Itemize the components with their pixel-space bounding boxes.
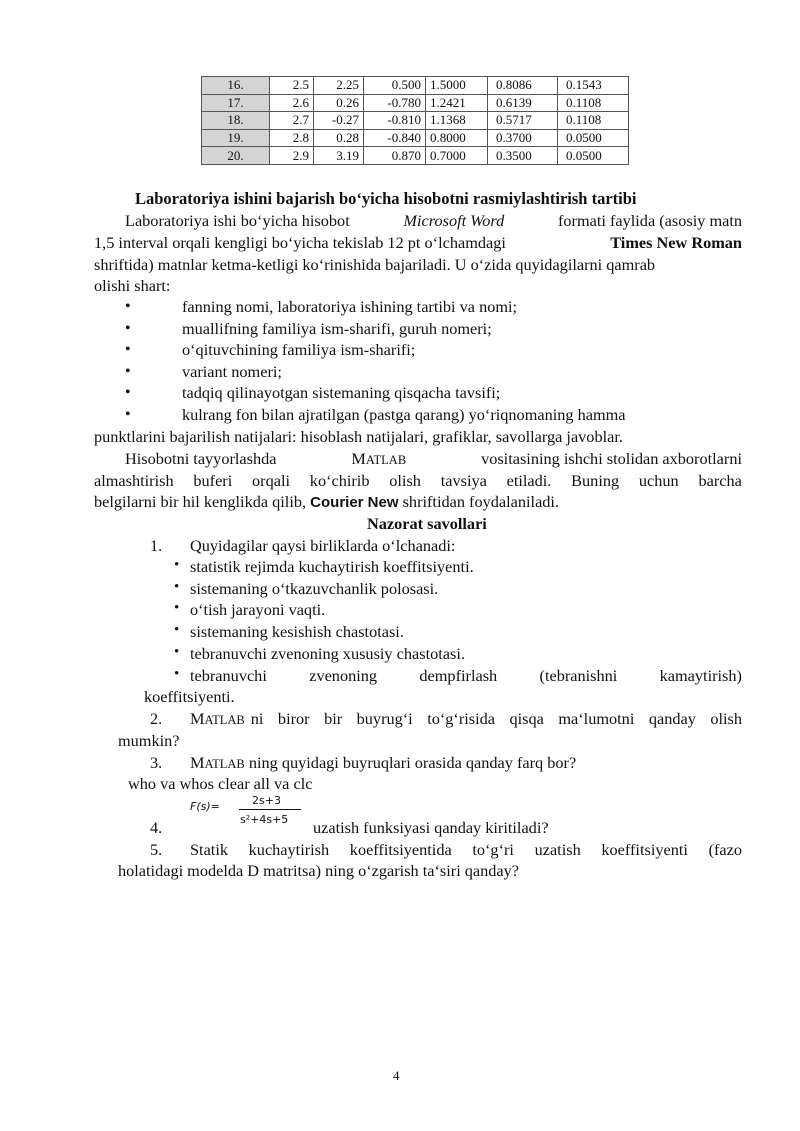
table-cell: 20.	[202, 147, 270, 165]
table-row	[202, 77, 629, 95]
word: to‘g‘risida	[427, 709, 496, 728]
table-cell: 0.0500	[558, 147, 629, 165]
list-item: kulrang fon bilan ajratilgan (pastga qarang) yo‘riqnomaning hamma	[182, 405, 626, 424]
table-cell: -0.780	[364, 94, 426, 112]
para2-line1: Hisobotni tayyorlashda MATLAB vositasining ishchi stolidan axborotlarni	[125, 449, 742, 468]
q5-line2: holatidagi modelda D matritsa) ning o‘zgarish ta‘siri qanday?	[118, 861, 520, 880]
bullet-dot: •	[125, 362, 131, 380]
table-cell: 2.25	[314, 77, 364, 95]
para1-line1: Laboratoriya ishi bo‘yicha hisobot Microsoft Word formati faylida (asosiy matn	[125, 211, 742, 230]
para1-line2: 1,5 interval orqali kengligi bo‘yicha tekislab 12 pt o‘lchamdagi Times New Roman	[94, 233, 742, 252]
word: olish	[710, 709, 742, 728]
q1-number: 1.	[150, 536, 163, 555]
table-cell: 2.5	[270, 77, 314, 95]
q2-line2: mumkin?	[118, 731, 180, 750]
list-item: tadqiq qilinayotgan sistemaning qisqacha tavsifi;	[182, 383, 501, 403]
word: barcha	[698, 471, 742, 490]
para1-line3: shriftida) matnlar ketma-ketligi ko‘rinishida bajariladi. U o‘zida quyidagilarni qamrab	[94, 255, 656, 274]
q3-number: 3.	[150, 753, 163, 772]
table-cell: 19.	[202, 129, 270, 147]
q2-number: 2.	[150, 709, 163, 728]
table-cell: -0.810	[364, 112, 426, 130]
word: ma‘lumotni	[558, 709, 635, 728]
table-row	[202, 129, 629, 147]
word: olish	[389, 471, 421, 490]
bullet-dot: •	[174, 622, 180, 639]
table-cell: 0.3500	[488, 147, 558, 165]
table-cell: 0.1108	[558, 94, 629, 112]
table-row	[202, 112, 629, 130]
table-cell: -0.840	[364, 129, 426, 147]
table-cell: 0.5717	[488, 112, 558, 130]
bullet-dot: •	[125, 341, 131, 359]
bullet-dot: •	[174, 643, 180, 660]
q1-continuation: koeffitsiyenti.	[144, 687, 235, 706]
table-cell: 0.1108	[558, 112, 629, 130]
word: koeffitsiyentida	[349, 840, 452, 859]
document-page: 16. 2.5 2.25 0.500 1.5000 0.8086 0.1543 17. 2.6 0.26 -0.780 1.2421 0.6139 0.1108 18. 2.7 -0.27 -0.810 1.1368 0.5717 0.1108 19. 2.8 0.28 -0.840 0.8000 0.3700 0.0500 20. 2.9 3.19 0.870 0.7000 0.3500 0.0500 Laboratoriya ishini bajarish bo‘yicha hisobotni rasmiylashtirish tartibi Laboratoriya ishi bo‘yicha hisobot Microsoft Word formati faylida (asosiy matn 1,5 interval orqali kengligi bo‘yicha tekislab 12 pt o‘lchamdagi Times New Roman shriftida) matnlar ketma-ketligi ko‘rinishida bajariladi. U o‘zida quyidagilarni qamrab olishi shart: • fanning nomi, laboratoriya ishining tartibi va nomi; • muallifning familiya ism-sharifi, guruh nomeri; • o‘qituvchining familiya ism-sharifi; • variant nomeri; • tadqiq qilinayotgan sistemaning qisqacha tavsifi; • kulrang fon bilan ajratilgan (pastga qarang) yo‘riqnomaning hamma punktlarini bajarilish natijalari: hisoblash natijalari, grafiklar, savollarga javoblar. Hisobotni tayyorlashda MATLAB vositasining ishchi stolidan axborotlarni almashtirish buferi orqali ko‘chirib olish tavsiya etiladi. Buning uchun barcha belgilarni bir hil kenglikda qilib, Courier New shriftidan foydalaniladi. Nazorat savollari 1. Quyidagilar qaysi birliklarda o‘lchanadi: • statistik rejimda kuchaytirish koeffitsiyenti. • sistemaning o‘tkazuvchanlik polosasi. • o‘tish jarayoni vaqti. • sistemaning kesishish chastotasi. • tebranuvchi zvenoning xususiy chastotasi. tebranuvchi zvenoning dempfirlash (tebranishni kamaytirish) • koeffitsiyenti. 2. MATLAB ni biror bir buyrug‘i to‘g‘risida qisqa ma‘lumotni qanday olish mumkin? 3. MATLAB ning quyidagi buyruqlari orasida qanday farq bor? who va whos clear all va clc 4. F(s)= 2s+3 s²+4s+5 uzatish funksiyasi qanday kiritiladi? 5. Statik kuchaytirish koeffitsiyentida to‘g‘ri uzatish koeffitsiyenti (fazo holatidagi modelda D matritsa) ning o‘zgarish ta‘siri qanday? 4	[94, 77, 742, 1083]
table-cell: 2.6	[270, 94, 314, 112]
word: tebranuvchi	[190, 666, 267, 685]
table-cell: 0.6139	[488, 94, 558, 112]
word: ko‘chirib	[309, 471, 370, 490]
table-cell: 3.19	[314, 147, 364, 165]
word: qisqa	[509, 709, 544, 728]
word: bir	[324, 709, 343, 728]
word: tavsiya	[440, 471, 487, 490]
table-row	[202, 147, 629, 165]
word: (fazo	[708, 840, 742, 859]
page-number: 4	[393, 1068, 400, 1083]
bullet-dot: •	[174, 557, 180, 573]
table-cell: 0.8086	[488, 77, 558, 95]
table-cell: 17.	[202, 94, 270, 112]
table-cell: 0.0500	[558, 129, 629, 147]
q3-line2: who va whos clear all va clc	[128, 774, 313, 793]
fraction-bar	[239, 809, 301, 810]
word: Statik	[190, 840, 228, 859]
table-cell: -0.27	[314, 112, 364, 130]
bullet-dot: •	[174, 600, 180, 617]
para2-line3: belgilarni bir hil kenglikda qilib, Courier New shriftidan foydalaniladi.	[94, 492, 560, 511]
list-item: statistik rejimda kuchaytirish koeffitsiyenti.	[190, 557, 474, 576]
word: to‘g‘ri	[472, 840, 514, 859]
word: buferi	[193, 471, 233, 490]
q3-line1: MATLAB ning quyidagi buyruqlari orasida qanday farq bor?	[190, 753, 577, 772]
bullet-dot: •	[125, 384, 131, 402]
table-cell: 16.	[202, 77, 270, 95]
q4-text: uzatish funksiyasi qanday kiritiladi?	[313, 818, 549, 837]
q1-last-item	[190, 665, 742, 687]
list-item: o‘tish jarayoni vaqti.	[190, 600, 326, 620]
bullet-continuation: punktlarini bajarilish natijalari: hisoblash natijalari, grafiklar, savollarga javoblar.	[94, 427, 623, 446]
word: kamaytirish)	[659, 666, 742, 685]
word: ni	[250, 709, 264, 728]
word: Buning	[571, 471, 620, 490]
word: almashtirish	[94, 471, 174, 490]
table-cell: 0.500	[364, 77, 426, 95]
q1-text: Quyidagilar qaysi birliklarda o‘lchanadi:	[190, 536, 456, 555]
table-cell: 2.9	[270, 147, 314, 165]
word: koeffitsiyenti	[601, 840, 688, 859]
table-cell: 0.1543	[558, 77, 629, 95]
word: dempfirlash	[419, 666, 498, 685]
word: uzatish	[534, 840, 581, 859]
table-cell: 2.7	[270, 112, 314, 130]
data-table	[201, 76, 629, 165]
table-cell: 1.1368	[426, 112, 488, 130]
list-item: fanning nomi, laboratoriya ishining tartibi va nomi;	[182, 297, 518, 316]
q5-number: 5.	[150, 840, 163, 859]
table-cell: 0.7000	[426, 147, 488, 165]
table-cell: 0.870	[364, 147, 426, 165]
table-cell: 0.28	[314, 129, 364, 147]
word: etiladi.	[506, 471, 552, 490]
table-cell: 18.	[202, 112, 270, 130]
para1-line4: olishi shart:	[94, 276, 171, 295]
bullet-dot: •	[125, 319, 131, 337]
para2-line2	[94, 470, 742, 492]
table-cell: 0.8000	[426, 129, 488, 147]
word: kuchaytirish	[248, 840, 330, 859]
list-item: muallifning familiya ism-sharifi, guruh nomeri;	[182, 318, 492, 338]
list-item: tebranuvchi zvenoning xususiy chastotasi.	[190, 643, 465, 663]
table-cell: 1.2421	[426, 94, 488, 112]
bullet-dot: •	[125, 406, 131, 423]
list-item: variant nomeri;	[182, 361, 282, 381]
word: biror	[277, 709, 310, 728]
word: buyrug‘i	[356, 709, 413, 728]
word: (tebranishni	[539, 666, 618, 685]
table-cell: 0.26	[314, 94, 364, 112]
nazorat-title: Nazorat savollari	[367, 514, 487, 533]
table-cell: 0.3700	[488, 129, 558, 147]
table-cell: 1.5000	[426, 77, 488, 95]
list-item: sistemaning kesishish chastotasi.	[190, 622, 404, 642]
table-cell: 2.8	[270, 129, 314, 147]
bullet-dot: •	[174, 578, 180, 595]
word: qanday	[648, 709, 696, 728]
list-item: sistemaning o‘tkazuvchanlik polosasi.	[190, 578, 439, 598]
section-heading: Laboratoriya ishini bajarish bo‘yicha hisobotni rasmiylashtirish tartibi	[135, 189, 637, 208]
q4-number: 4.	[150, 818, 163, 837]
word: uchun	[638, 471, 679, 490]
bullet-dot: •	[174, 666, 180, 682]
q2-line1: MATLAB ni biror bir buyrug‘i to‘g‘risida qisqa ma‘lumotni qanday olish	[190, 708, 742, 732]
table-row	[202, 94, 629, 112]
q5-line1	[190, 839, 742, 861]
word: orqali	[252, 471, 291, 490]
list-item: o‘qituvchining familiya ism-sharifi;	[182, 340, 416, 360]
bullet-dot: •	[125, 298, 131, 315]
word: zvenoning	[309, 666, 378, 685]
